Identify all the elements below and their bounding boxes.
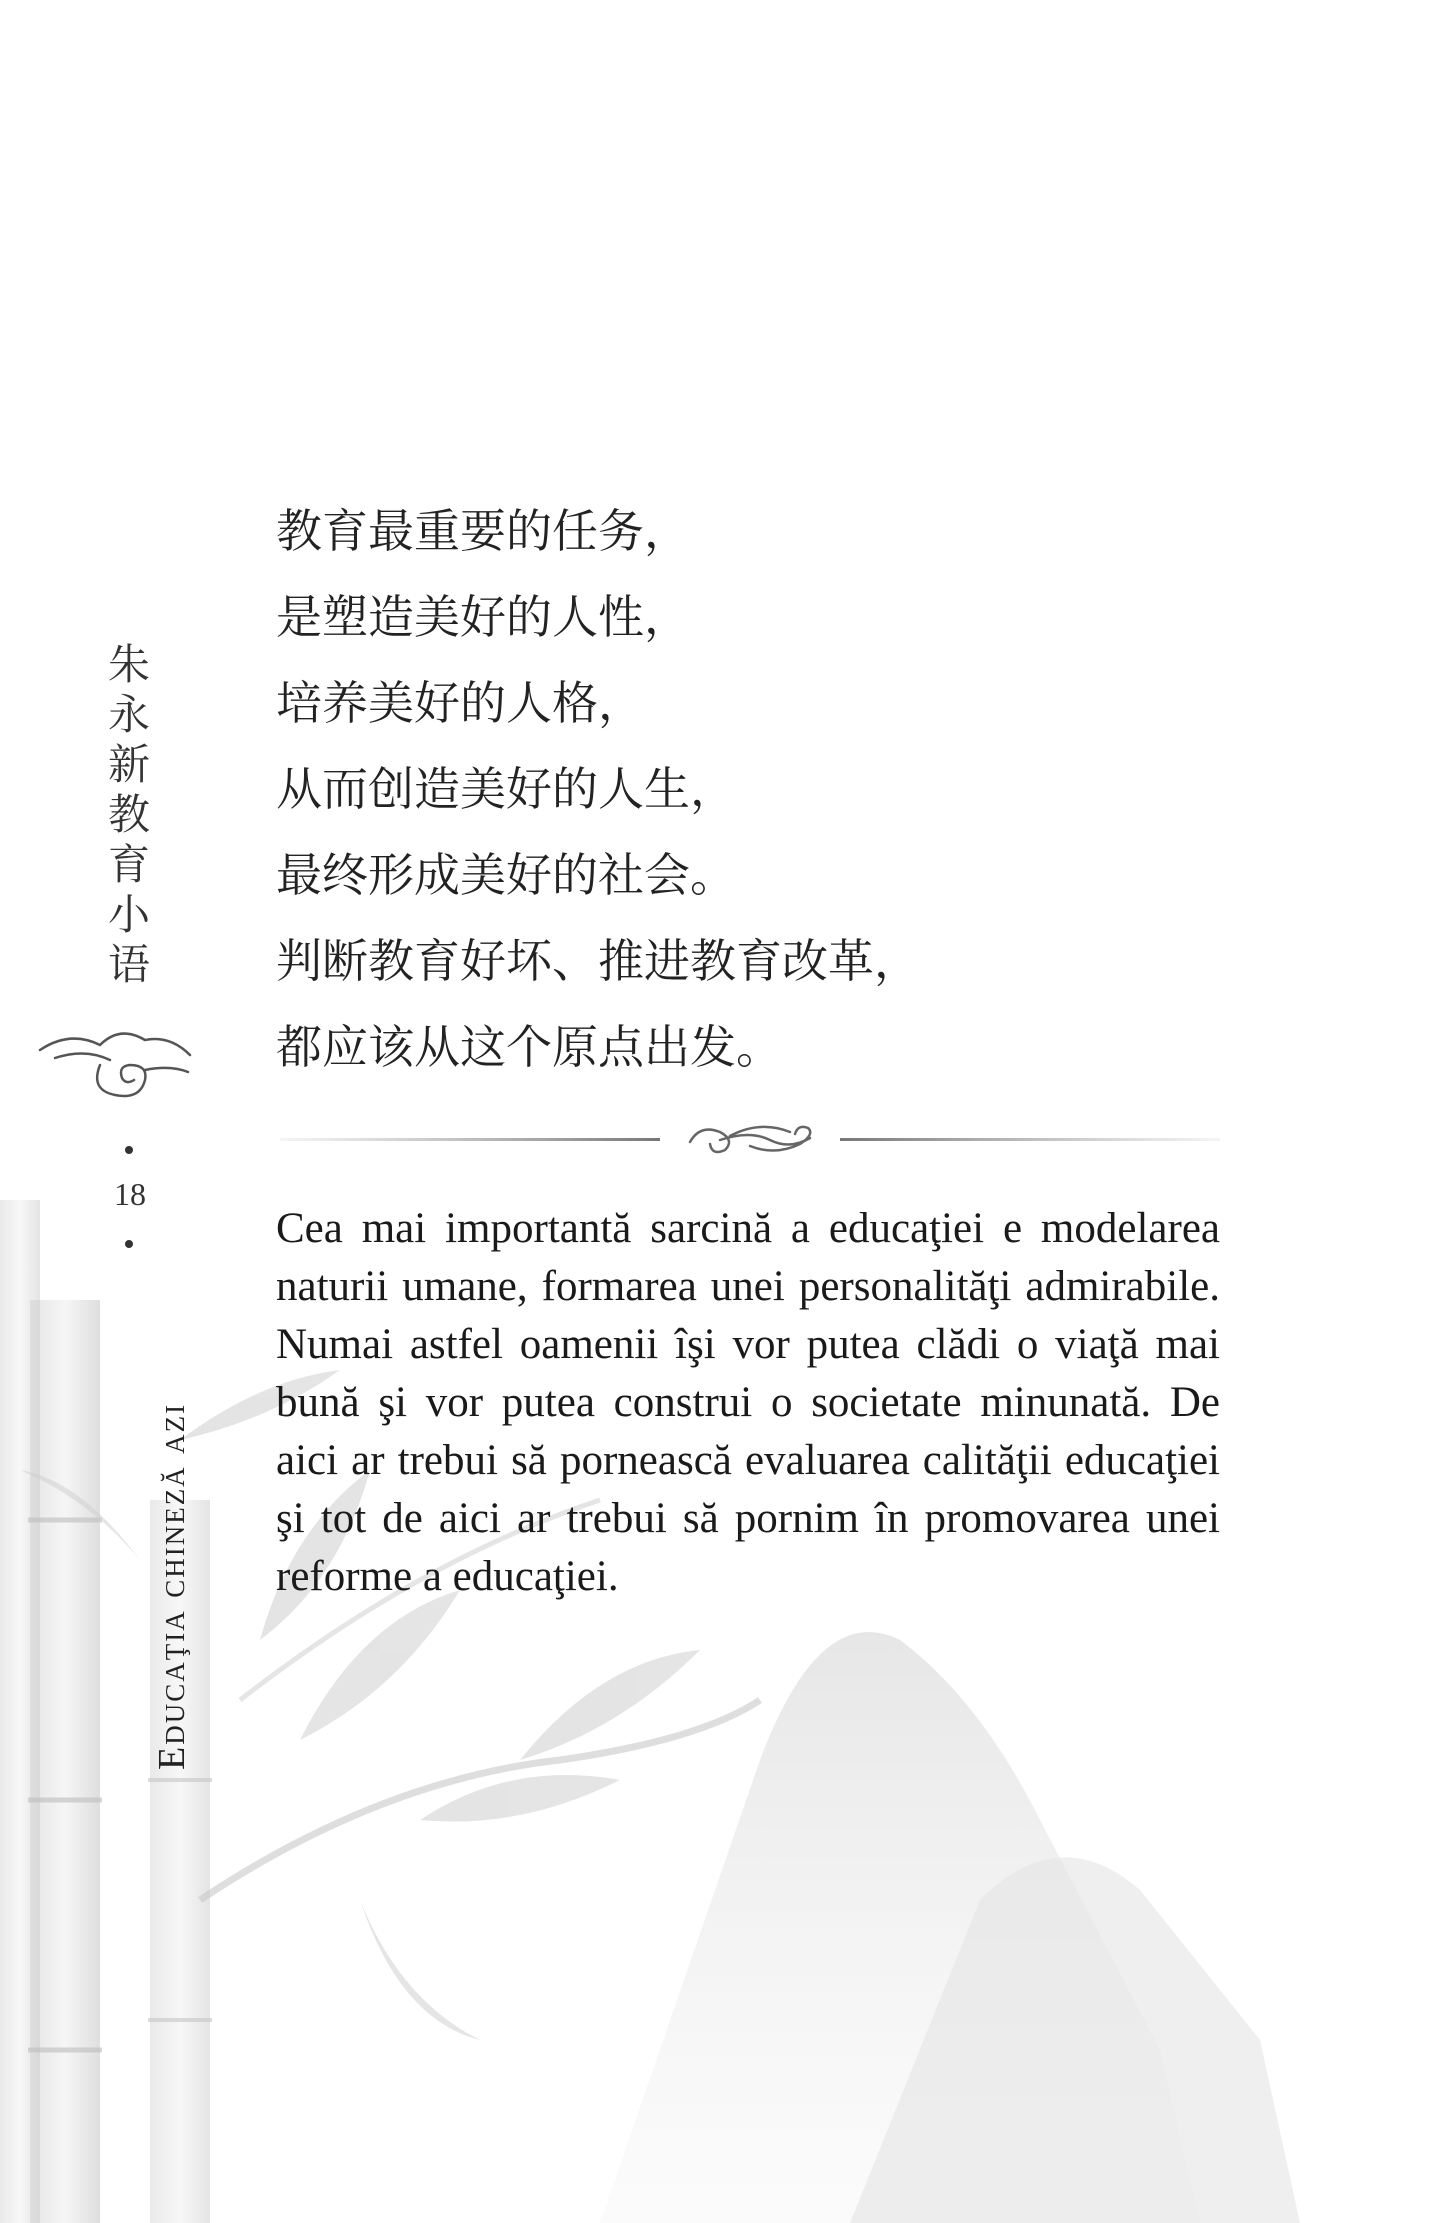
chinese-book-title: 朱永新教育小语 [107, 640, 150, 989]
flourish-icon [690, 1127, 810, 1152]
poem-line: 是塑造美好的人性， [276, 590, 690, 644]
page-dot-bottom [125, 1240, 133, 1248]
ornamental-divider [280, 1110, 1220, 1170]
page-number: 18 [114, 1176, 146, 1212]
chinese-poem [276, 488, 1276, 1090]
page-dot-top [125, 1146, 133, 1154]
poem-line: 判断教育好坏、推进教育改革， [276, 934, 920, 988]
poem-line: 教育最重要的任务， [276, 504, 690, 558]
romanian-book-title: Educaţia chineză azi [151, 1402, 193, 1770]
poem-line: 培养美好的人格， [276, 676, 644, 730]
poem-line: 最终形成美好的社会。 [276, 848, 736, 902]
poem-line: 都应该从这个原点出发。 [276, 1020, 782, 1074]
cloud-ornament-icon [30, 1010, 200, 1110]
romanian-translation: Cea mai importantă sarcină a educaţiei e modelarea naturii umane, formarea unei personalităţi admirabile. Numai astfel oamenii îşi vor putea clădi o viaţă mai bună şi vor putea construi o societate minunată. De aici ar trebui să pornească evaluarea calităţii educaţiei şi tot de aici ar trebui să pornim în promovarea unei reforme a educaţiei. [276, 1205, 1220, 1600]
poem-line: 从而创造美好的人生， [276, 762, 736, 816]
